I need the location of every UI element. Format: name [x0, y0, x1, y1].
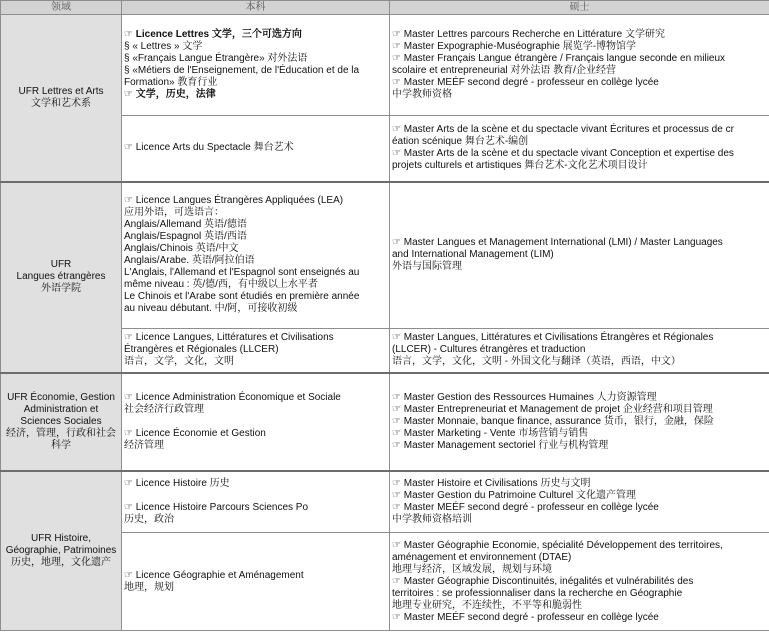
table-row	[1, 471, 769, 533]
licence-line: Anglais/Chinois 英语/中文	[124, 243, 239, 255]
licence-line: Anglais/Espagnol 英语/西语	[124, 231, 247, 243]
master-line: ☞ Master Arts de la scène et du spectacle vivant Écritures et processus de cr	[392, 124, 734, 136]
licence-line: 历史，政治	[124, 513, 174, 525]
licence-line: ☞ Licence Histoire Parcours Sciences Po	[124, 501, 309, 513]
licence-line: même niveau : 英/德/西，有中级以上水平者	[124, 279, 318, 291]
master-line: ☞ Master Marketing - Vente 市场营销与销售	[392, 427, 589, 439]
licence-line: Formation» 教育行业	[124, 77, 218, 88]
faculty-name: UFR Histoire,	[30, 532, 91, 544]
master-cell	[390, 373, 769, 471]
licence-line: ☞ Licence Lettres 文学，三个可选方向	[124, 29, 302, 40]
master-cell	[390, 182, 769, 329]
faculty-name-cn: 文学和艺术系	[31, 97, 91, 109]
licence-line: ☞ Licence Géographie et Aménagement	[124, 569, 304, 581]
master-line: and International Management (LIM)	[392, 249, 554, 261]
master-line: ☞ Master Géographie Economie, spécialité Développement des territoires,	[392, 539, 723, 551]
master-line: ☞ Master MEÉF second degré - professeur en collège lycée	[392, 501, 659, 513]
master-line: territoires : se professionnaliser dans la recherche en Géographie	[392, 587, 683, 599]
licence-line: 应用外语，可选语言：	[124, 207, 224, 219]
faculty-name: Administration et	[23, 403, 99, 415]
master-cell	[390, 329, 769, 373]
header-domain: 领域	[1, 1, 122, 15]
licence-cell	[122, 373, 390, 471]
faculty-name-cn: 外语学院	[41, 283, 81, 294]
licence-line: Anglais/Arabe. 英语/阿拉伯语	[124, 255, 255, 267]
master-cell	[390, 116, 769, 182]
master-line: ☞ Master Histoire et Civilisations 历史与文明	[392, 477, 591, 489]
faculty-name: Langues étrangères	[16, 271, 106, 282]
master-line: 中学教师资格培训	[392, 513, 472, 525]
master-line: ☞ Master Gestion du Patrimoine Culturel 文化遗产管理	[392, 489, 637, 501]
header-licence: 本科	[122, 1, 390, 15]
master-line: 中学教师资格	[392, 89, 452, 100]
master-line: ☞ Master Management sectoriel 行业与机构管理	[392, 439, 609, 451]
licence-line: § «Français Langue Étrangère» 对外法语	[124, 53, 308, 64]
master-line: ☞ Master Expographie-Muséographie 展览学-博物馆学	[392, 41, 637, 52]
header-master: 硕士	[390, 1, 769, 15]
master-line: (LLCER) - Cultures étrangères et traduction	[392, 344, 586, 356]
licence-line: § «Métiers de l'Enseignement, de l'Éducation et de la	[124, 65, 360, 76]
licence-line: ☞ Licence Arts du Spectacle 舞台艺术	[124, 142, 294, 154]
master-line: ☞ Master Langues, Littératures et Civilisations Étrangères et Régionales	[392, 332, 714, 344]
faculty-economie	[1, 373, 122, 471]
table-row	[1, 15, 769, 116]
master-line: ☞ Master Monnaie, banque finance, assurance 货币，银行，金融，保险	[392, 415, 714, 427]
master-cell	[390, 471, 769, 533]
faculty-name: UFR	[50, 259, 72, 270]
faculty-name: UFR Économie, Gestion	[7, 391, 115, 403]
licence-line: ☞ Licence Langues Étrangères Appliquées (LEA)	[124, 195, 344, 207]
master-line: 地理专业研究，不连续性，不平等和脆弱性	[392, 599, 582, 611]
licence-line: 地理，规划	[124, 581, 174, 593]
licence-line: ☞ Licence Langues, Littératures et Civilisations	[124, 332, 334, 344]
faculty-histoire	[1, 471, 122, 631]
master-line: aménagement et environnement (DTAE)	[392, 551, 572, 563]
licence-line: ☞ Licence Histoire 历史	[124, 477, 230, 489]
master-line: ☞ Master Arts de la scène et du spectacle vivant Conception et expertise des	[392, 148, 734, 160]
master-line: projets culturels et artistiques 舞台艺术-文化艺术项目设计	[392, 160, 648, 172]
licence-line: ☞ 文学，历史，法律	[124, 89, 216, 100]
faculty-name: UFR Lettres et Arts	[18, 85, 104, 97]
master-line: ☞ Master Géographie Discontinuités, inégalités et vulnérabilités des	[392, 575, 694, 587]
licence-line: ☞ Licence Administration Économique et Sociale	[124, 391, 341, 403]
licence-spacer	[124, 490, 387, 502]
master-line: 外语与国际管理	[392, 261, 462, 273]
faculty-name: Sciences Sociales	[20, 415, 102, 427]
faculty-name: Géographie, Patrimoines	[5, 544, 117, 556]
licence-line: 社会经济行政管理	[124, 403, 204, 415]
master-cell	[390, 15, 769, 116]
licence-line: Le Chinois et l'Arabe sont étudiés en première année	[124, 291, 360, 303]
master-line: ☞ Master Français Langue étrangère / Français langue seconde en milieux	[392, 53, 726, 64]
faculty-name-cn: 科学	[51, 439, 71, 451]
licence-cell	[122, 15, 390, 116]
master-line: 语言，文学，文化，文明 - 外国文化与翻译（英语，西语，中文）	[392, 356, 681, 368]
licence-line: ☞ Licence Économie et Gestion	[124, 427, 266, 439]
master-line: ☞ Master MEÉF second degré - professeur en collège lycée	[392, 611, 659, 623]
licence-line: 语言，文学，文化，文明	[124, 356, 234, 368]
master-line: ☞ Master Langues et Management International (LMI) / Master Languages	[392, 237, 723, 249]
master-line: ☞ Master Lettres parcours Recherche en Littérature 文学研究	[392, 29, 665, 40]
licence-cell	[122, 182, 390, 329]
faculty-lettres-arts	[1, 15, 122, 182]
licence-cell	[122, 471, 390, 533]
licence-line: au niveau débutant. 中/阿，可接收初级	[124, 303, 298, 315]
master-line: scolaire et entrepreneurial 对外法语 教育/企业经营	[392, 65, 616, 76]
licence-line: Anglais/Allemand 英语/德语	[124, 219, 247, 231]
licence-line: L'Anglais, l'Allemand et l'Espagnol sont enseignés au	[124, 267, 360, 279]
master-cell	[390, 533, 769, 631]
table-row	[1, 373, 769, 471]
master-line: ☞ Master Gestion des Ressources Humaines 人力资源管理	[392, 391, 657, 403]
master-line: éation scénique 舞台艺术-编创	[392, 136, 529, 148]
faculty-name-cn: 经济，管理，行政和社会	[6, 427, 116, 439]
licence-line: 经济管理	[124, 439, 164, 451]
faculty-langues	[1, 182, 122, 373]
master-line: ☞ Master MEÉF second degré - professeur en collège lycée	[392, 77, 659, 88]
licence-cell	[122, 533, 390, 631]
licence-cell	[122, 329, 390, 373]
licence-line: Étrangères et Régionales (LLCER)	[124, 344, 279, 356]
licence-line: § « Lettres » 文学	[124, 41, 203, 52]
table-row	[1, 182, 769, 329]
master-line: ☞ Master Entrepreneuriat et Management de projet 企业经营和项目管理	[392, 403, 713, 415]
licence-cell	[122, 116, 390, 182]
licence-spacer	[124, 416, 387, 428]
master-line: 地理与经济，区域发展，规划与环境	[392, 563, 552, 575]
faculty-name-cn: 历史，地理，文化遗产	[11, 556, 111, 568]
